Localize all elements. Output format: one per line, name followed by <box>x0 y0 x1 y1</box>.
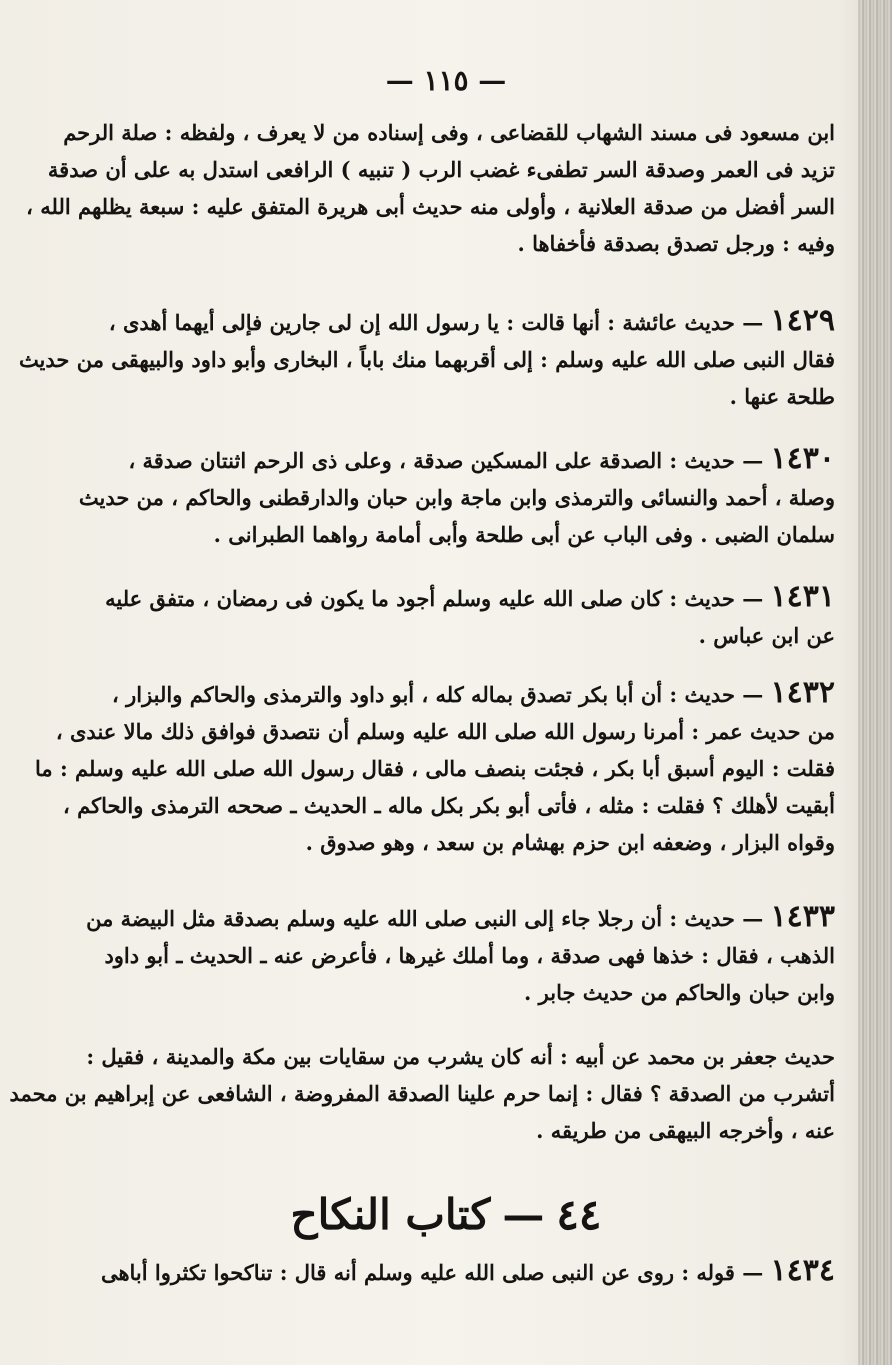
chapter-dash: — <box>502 1190 545 1239</box>
text-line: وابن حبان والحاكم من حديث جابر . <box>524 980 835 1005</box>
chapter-heading <box>0 1185 892 1245</box>
hadith-1432 <box>35 674 835 861</box>
text-line <box>86 898 835 937</box>
text-line <box>100 674 835 713</box>
text-line: من حديث عمر : أمرنا رسول الله صلى الله عليه وسلم أن نتصدق فوافق ذلك مالا عندى ، <box>55 719 835 744</box>
text-line: أتشرب من الصدقة ؟ فقال : إنما حرم علينا الصدقة المفروضة ، الشافعى عن إبراهيم بن محمد <box>9 1081 835 1106</box>
hadith-number: ١٤٣٠ <box>770 441 835 476</box>
page-number: — ١١٥ — <box>385 64 507 97</box>
text-line-content: — حديث : أن أبا بكر تصدق بماله كله ، أبو داود والترمذى والحاكم والبزار ، <box>112 682 764 707</box>
chapter-number: ٤٤ <box>556 1190 602 1239</box>
text-line-content: — حديث : كان صلى الله عليه وسلم أجود ما يكون فى رمضان ، متفق عليه <box>105 586 764 611</box>
hadith-number: ١٤٢٩ <box>770 303 835 338</box>
hadith-1430 <box>78 440 835 553</box>
text-line: عنه ، وأخرجه البيهقى من طريقه . <box>536 1118 835 1143</box>
text-line-content: — حديث عائشة : أنها قالت : يا رسول الله إن لى جارين فإلى أيهما أهدى ، <box>108 310 764 335</box>
text-line: السر أفضل من صدقة العلانية ، وأولى منه حديث أبى هريرة المتفق عليه : سبعة يظلهم الله ، <box>26 194 835 219</box>
text-line: أبقيت لأهلك ؟ فقلت : مثله ، فأتى أبو بكر بكل ماله ـ الحديث ـ صححه الترمذى والحاكم ، <box>63 793 835 818</box>
hadith-number: ١٤٣٤ <box>770 1253 835 1288</box>
text-line <box>100 302 835 341</box>
book-gutter-shadow <box>858 0 892 1365</box>
text-line: وفيه : ورجل تصدق بصدقة فأخفاها . <box>517 231 835 256</box>
text-line: فقال النبى صلى الله عليه وسلم : إلى أقربهما منك باباً ، البخارى وأبو داود والبيهقى من حديث <box>18 347 835 372</box>
text-line: حديث جعفر بن محمد عن أبيه : أنه كان يشرب من سقايات بين مكة والمدينة ، فقيل : <box>86 1044 835 1069</box>
hadith-number: ١٤٣٣ <box>770 899 835 934</box>
hadith-1431 <box>100 578 835 654</box>
text-line <box>100 1252 835 1291</box>
text-line: وقواه البزار ، وضعفه ابن حزم بهشام بن سعد ، وهو صدوق . <box>305 830 835 855</box>
hadith-jaafar <box>9 1038 835 1149</box>
text-line: وصلة ، أحمد والنسائى والترمذى وابن ماجة وابن حبان والدارقطنى والحاكم ، من حديث <box>78 485 835 510</box>
paragraph-continuation <box>26 114 835 262</box>
chapter-title: كتاب النكاح <box>290 1190 491 1239</box>
hadith-number: ١٤٣٢ <box>770 675 835 710</box>
text-line: الذهب ، فقال : خذها فهى صدقة ، وما أملك غيرها ، فأعرض عنه ـ الحديث ـ أبو داود <box>104 943 835 968</box>
text-line: عن ابن عباس . <box>698 623 835 648</box>
text-line: ابن مسعود فى مسند الشهاب للقضاعى ، وفى إسناده من لا يعرف ، ولفظه : صلة الرحم <box>63 120 835 145</box>
text-line-content: — حديث : الصدقة على المسكين صدقة ، وعلى ذى الرحم اثنتان صدقة ، <box>128 448 764 473</box>
text-line <box>100 578 835 617</box>
text-line: سلمان الضبى . وفى الباب عن أبى طلحة وأبى أمامة رواهما الطبرانى . <box>213 522 835 547</box>
hadith-1429 <box>18 302 835 415</box>
hadith-number: ١٤٣١ <box>770 579 835 614</box>
text-line: طلحة عنها . <box>729 384 835 409</box>
text-line-content: — قوله : روى عن النبى صلى الله عليه وسلم أنه قال : تناكحوا تكثروا أباهى <box>100 1260 764 1285</box>
text-line <box>100 440 835 479</box>
text-line: تزيد فى العمر وصدقة السر تطفىء غضب الرب ( تنبيه ) الرافعى استدل به على أن صدقة <box>47 157 835 182</box>
text-line-content: — حديث : أن رجلا جاء إلى النبى صلى الله عليه وسلم بصدقة مثل البيضة من <box>86 906 764 931</box>
hadith-1434 <box>100 1252 835 1291</box>
text-line: فقلت : اليوم أسبق أبا بكر ، فجئت بنصف مالى ، فقال رسول الله صلى الله عليه وسلم : ما <box>35 756 835 781</box>
hadith-1433 <box>86 898 835 1011</box>
